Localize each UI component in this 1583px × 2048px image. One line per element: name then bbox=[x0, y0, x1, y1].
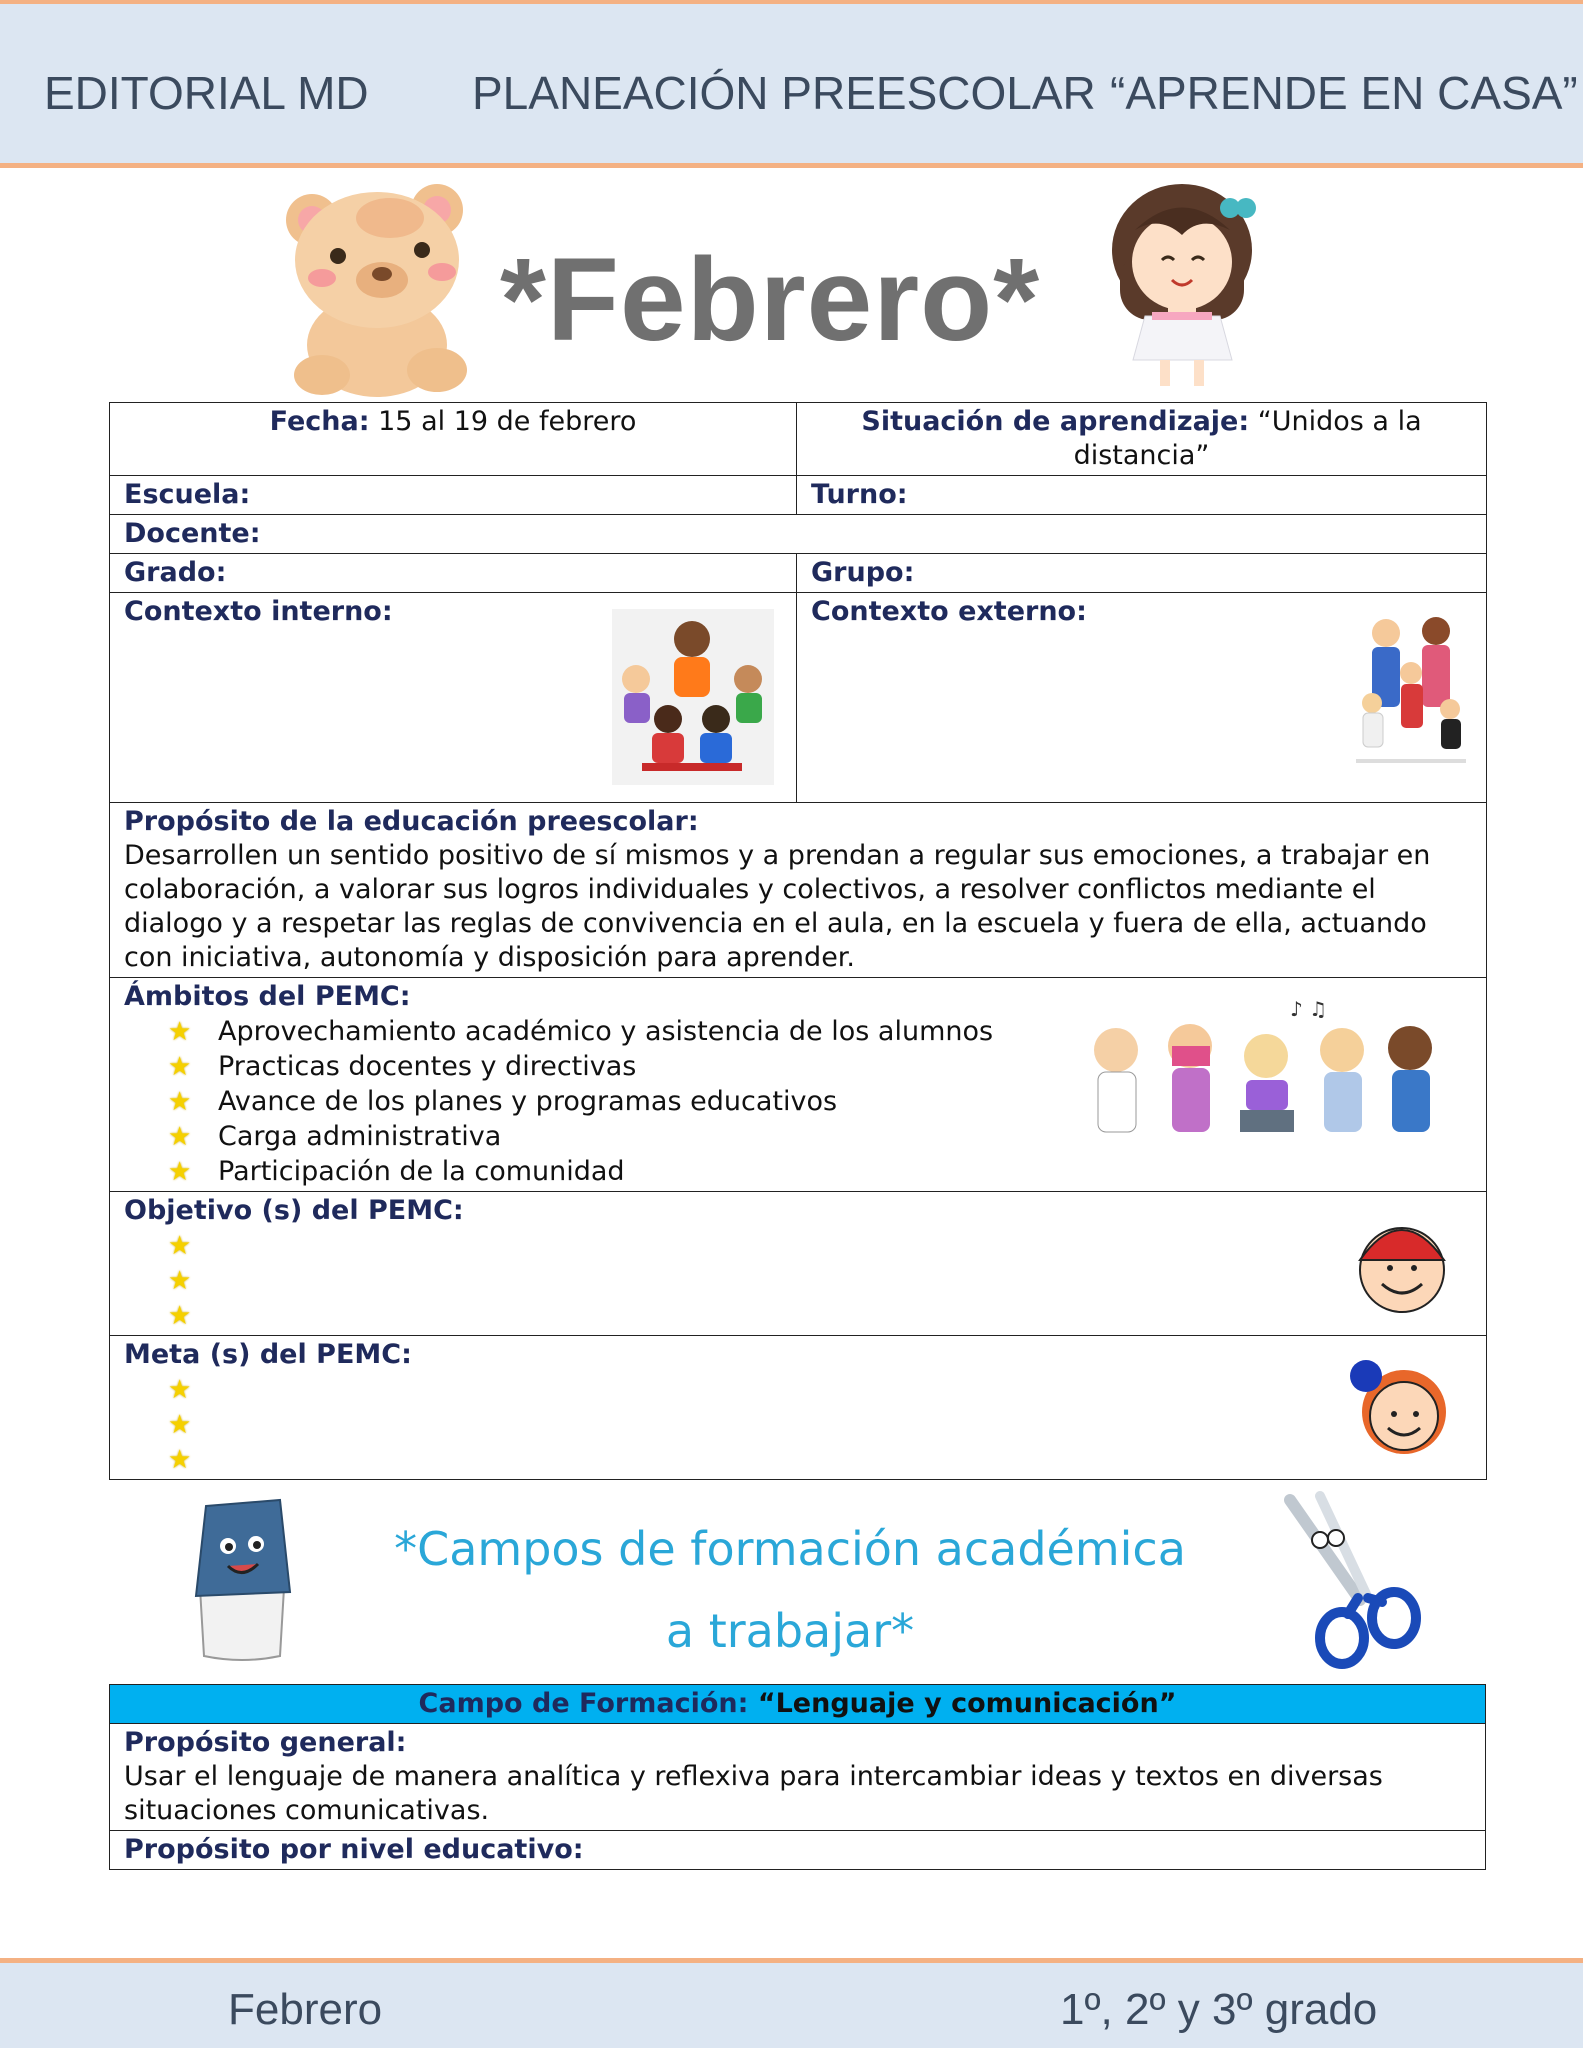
situacion-label: Situación de aprendizaje: bbox=[861, 406, 1250, 437]
footer-grades: 1º, 2º y 3º grado bbox=[1060, 1985, 1378, 2034]
proposito-cell bbox=[110, 803, 1487, 978]
footer-month: Febrero bbox=[228, 1985, 383, 2034]
header-publisher: EDITORIAL MD bbox=[44, 67, 369, 119]
list-item: ★ Aprovechamiento académico y asistencia de los alumnos bbox=[168, 1014, 1472, 1049]
star-bullet-icon: ★ bbox=[168, 1445, 192, 1475]
campo-nivel-label: Propósito por nivel educativo: bbox=[124, 1834, 584, 1865]
list-item bbox=[168, 1228, 1472, 1263]
list-item: ★ Carga administrativa bbox=[168, 1119, 1472, 1154]
contexto-interno-cell bbox=[110, 593, 797, 803]
kids-group-illustration bbox=[1080, 996, 1450, 1156]
turno-label: Turno: bbox=[811, 479, 908, 510]
list-item: ★ Practicas docentes y directivas bbox=[168, 1049, 1472, 1084]
escuela-label: Escuela: bbox=[124, 479, 251, 510]
campo-general-cell bbox=[110, 1724, 1486, 1831]
list-item bbox=[168, 1442, 1472, 1477]
grado-label: Grado: bbox=[124, 557, 227, 588]
objetivos-cell bbox=[110, 1192, 1487, 1336]
metas-list bbox=[124, 1372, 1472, 1477]
ambitos-cell bbox=[110, 978, 1487, 1192]
campo-head-cell bbox=[110, 1685, 1486, 1724]
turno-cell bbox=[797, 476, 1487, 515]
star-bullet-icon: ★ bbox=[168, 1301, 192, 1331]
star-bullet-icon: ★ bbox=[168, 1157, 192, 1187]
footer-band bbox=[0, 1958, 1583, 2048]
contexto-interno-label: Contexto interno: bbox=[124, 596, 393, 627]
campo-general-row bbox=[110, 1724, 1486, 1831]
grupo-cell bbox=[797, 554, 1487, 593]
campos-title-line-1: *Campos de formación académica bbox=[394, 1522, 1186, 1576]
fecha-label: Fecha: bbox=[269, 406, 370, 437]
row-objetivos bbox=[110, 1192, 1487, 1336]
campo-general-label: Propósito general: bbox=[124, 1727, 407, 1758]
girl-flower-illustration bbox=[1334, 1352, 1464, 1458]
planning-info-table bbox=[109, 402, 1487, 1480]
teddy-bear-illustration bbox=[272, 180, 482, 398]
contexto-externo-label: Contexto externo: bbox=[811, 596, 1087, 627]
row-escuela-turno bbox=[110, 476, 1487, 515]
fecha-cell bbox=[110, 403, 797, 476]
list-item bbox=[168, 1407, 1472, 1442]
contexto-externo-cell bbox=[797, 593, 1487, 803]
scissors-illustration bbox=[1270, 1490, 1430, 1670]
campos-title-line-2: a trabajar* bbox=[665, 1604, 915, 1658]
metas-cell bbox=[110, 1336, 1487, 1480]
star-bullet-icon: ★ bbox=[168, 1266, 192, 1296]
situacion-cell bbox=[797, 403, 1487, 476]
list-item: ★ Avance de los planes y programas educativos bbox=[168, 1084, 1472, 1119]
star-bullet-icon: ★ bbox=[168, 1052, 192, 1082]
fecha-value: 15 al 19 de febrero bbox=[378, 406, 637, 437]
row-docente bbox=[110, 515, 1487, 554]
star-bullet-icon: ★ bbox=[168, 1231, 192, 1261]
row-proposito bbox=[110, 803, 1487, 978]
star-bullet-icon: ★ bbox=[168, 1087, 192, 1117]
campo-general-text: Usar el lenguaje de manera analítica y reflexiva para intercambiar ideas y textos en diversas situaciones comunicativas. bbox=[124, 1761, 1383, 1826]
star-bullet-icon: ★ bbox=[168, 1410, 192, 1440]
objetivos-label: Objetivo (s) del PEMC: bbox=[124, 1195, 464, 1226]
docente-label: Docente: bbox=[124, 518, 261, 549]
family-illustration bbox=[1356, 613, 1466, 767]
list-item bbox=[168, 1298, 1472, 1333]
situacion-value: “Unidos a la distancia” bbox=[1073, 406, 1422, 471]
page-title: *Febrero* bbox=[500, 234, 1041, 366]
header-doc-type: PLANEACIÓN PREESCOLAR bbox=[472, 67, 1096, 119]
proposito-text: Desarrollen un sentido positivo de sí mismos y a prendan a regular sus emociones, a trabajar en colaboración, a valorar sus logros individuales y colectivos, a resolver conflictos mediante el dialogo y a respetar las reglas de convivencia en el aula, en la escuela y fuera de ella, actuando con iniciativa, autonomía y disposición para aprender. bbox=[124, 840, 1431, 973]
boy-cap-illustration bbox=[1340, 1206, 1464, 1316]
objetivos-list bbox=[124, 1228, 1472, 1333]
proposito-label: Propósito de la educación preescolar: bbox=[124, 806, 699, 837]
campo-head-value: “Lenguaje y comunicación” bbox=[757, 1688, 1177, 1719]
star-bullet-icon: ★ bbox=[168, 1122, 192, 1152]
row-contexto bbox=[110, 593, 1487, 803]
docente-cell bbox=[110, 515, 1487, 554]
campo-formacion-table bbox=[109, 1684, 1486, 1870]
star-bullet-icon: ★ bbox=[168, 1017, 192, 1047]
row-ambitos bbox=[110, 978, 1487, 1192]
metas-label: Meta (s) del PEMC: bbox=[124, 1339, 412, 1370]
girl-illustration bbox=[1100, 180, 1268, 390]
campo-head-label: Campo de Formación: bbox=[418, 1688, 749, 1719]
ambitos-label: Ámbitos del PEMC: bbox=[124, 981, 411, 1012]
row-grado-grupo bbox=[110, 554, 1487, 593]
row-metas bbox=[110, 1336, 1487, 1480]
campos-section-title bbox=[330, 1508, 1250, 1672]
grupo-label: Grupo: bbox=[811, 557, 915, 588]
row-fecha-situacion bbox=[110, 403, 1487, 476]
children-circle-illustration bbox=[612, 609, 774, 785]
eraser-illustration bbox=[184, 1496, 300, 1662]
star-bullet-icon: ★ bbox=[168, 1375, 192, 1405]
campo-nivel-cell bbox=[110, 1831, 1486, 1870]
list-item bbox=[168, 1372, 1472, 1407]
svg-text:♪ ♫: ♪ ♫ bbox=[1290, 997, 1328, 1021]
header-band bbox=[0, 0, 1583, 168]
escuela-cell bbox=[110, 476, 797, 515]
campo-head-row bbox=[110, 1685, 1486, 1724]
grado-cell bbox=[110, 554, 797, 593]
campo-nivel-row bbox=[110, 1831, 1486, 1870]
header-slogan: “APRENDE EN CASA” bbox=[1110, 67, 1578, 119]
list-item bbox=[168, 1263, 1472, 1298]
list-item: ★ Participación de la comunidad bbox=[168, 1154, 1472, 1189]
